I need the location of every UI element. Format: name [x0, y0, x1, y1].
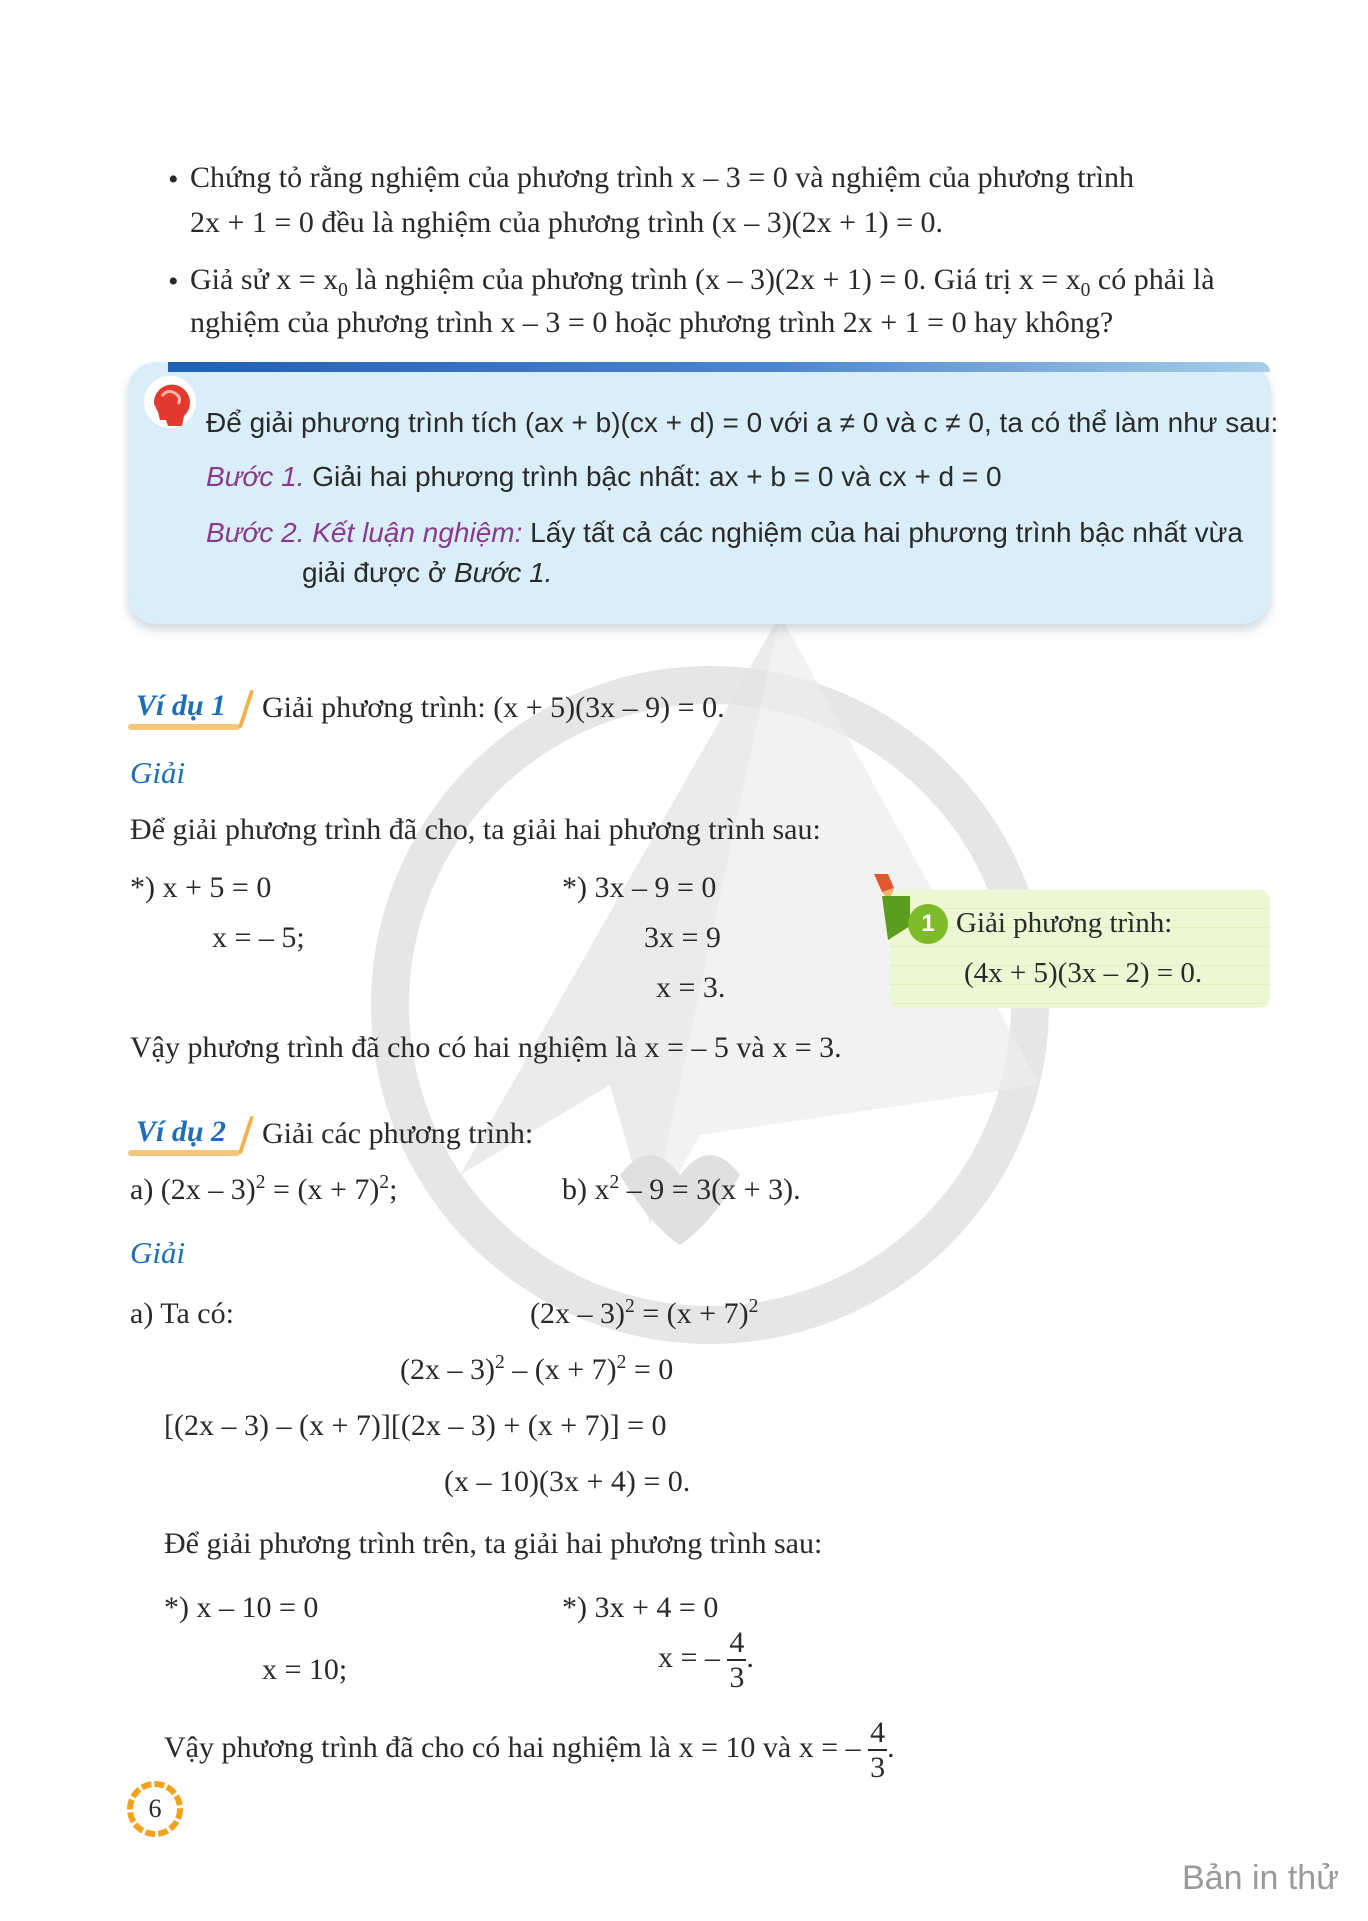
- example-2-part-a: a) $(2x - 3)^2 = (x + 7)^2$;: [130, 1172, 398, 1206]
- example-2-intro: Để giải phương trình trên, ta giải hai phương trình sau:: [164, 1527, 823, 1560]
- example-2-conclusion: Vậy phương trình đã cho có hai nghiệm là x = 10 và x = – $\frac{4}{3}$ .: [164, 1716, 895, 1784]
- example-2-left-eq-1: *) x – 10 = 0: [164, 1591, 319, 1624]
- example-2-left-eq-2: x = 10;: [262, 1653, 348, 1686]
- practice-equation: (4x + 5)(3x – 2) = 0.: [964, 957, 1203, 989]
- bullet-marker: •: [168, 265, 179, 298]
- bullet-1-line-1: Chứng tỏ rằng nghiệm của phương trình x – 3 = 0 và nghiệm của phương trình: [190, 161, 1134, 194]
- example-1-intro: Để giải phương trình đã cho, ta giải hai phương trình sau:: [130, 813, 821, 846]
- example-2-step-4: (x – 10)(3x + 4) = 0.: [444, 1465, 691, 1498]
- example-2-tag: Ví dụ 2: [128, 1112, 250, 1158]
- example-2-step-2: $(2x - 3)^2 - (x + 7)^2 = 0$: [400, 1352, 674, 1386]
- info-intro: Để giải phương trình tích (ax + b)(cx + d) = 0 với a ≠ 0 và c ≠ 0, ta có thể làm như sau:: [206, 407, 1279, 438]
- info-step-1: Bước 1. Giải hai phương trình bậc nhất: ax + b = 0 và cx + d = 0: [206, 461, 1002, 492]
- info-step-2: Bước 2. Kết luận nghiệm: Lấy tất cả các nghiệm của hai phương trình bậc nhất vừa: [206, 517, 1243, 548]
- page-number: 6: [148, 1794, 162, 1823]
- idea-head-icon: [140, 370, 206, 436]
- bullet-marker: •: [168, 163, 179, 196]
- example-1-right-eq-3: x = 3.: [656, 971, 726, 1004]
- practice-box: [890, 890, 1270, 1008]
- method-info-box: [128, 362, 1279, 624]
- example-2-a-label: a) Ta có:: [130, 1297, 234, 1330]
- example-1-solution-label: Giải: [130, 755, 186, 790]
- info-step-2-line-2: giải được ở Bước 1.: [302, 557, 553, 588]
- example-2-right-eq-2: x = – $\frac{4}{3}$ .: [658, 1626, 754, 1694]
- fraction: $\frac{4}{3}$: [729, 1626, 745, 1694]
- info-box-top-bar: [168, 362, 1270, 372]
- example-1-right-eq-2: 3x = 9: [644, 921, 721, 954]
- example-2-step-3: [(2x – 3) – (x + 7)][(2x – 3) + (x + 7)] = 0: [164, 1409, 667, 1442]
- example-1-prompt: Giải phương trình: (x + 5)(3x – 9) = 0.: [262, 691, 725, 724]
- practice-number: 1: [908, 904, 948, 944]
- fraction: $\frac{4}{3}$: [870, 1716, 886, 1784]
- bullet-2-line-1: Giả sử $x = x_0$ là nghiệm của phương trình (x – 3)(2x + 1) = 0. Giá trị $x = x_0$ có phải là: [190, 263, 1215, 301]
- practice-title: Giải phương trình:: [956, 907, 1173, 939]
- draft-label: Bản in thử: [1182, 1859, 1339, 1897]
- bullet-2-line-2: nghiệm của phương trình x – 3 = 0 hoặc phương trình 2x + 1 = 0 hay không?: [190, 306, 1114, 339]
- example-2-solution-label: Giải: [130, 1235, 186, 1270]
- example-1-tag: Ví dụ 1: [128, 686, 250, 732]
- example-2-step-1: $(2x - 3)^2 = (x + 7)^2$: [530, 1296, 759, 1330]
- example-1-conclusion: Vậy phương trình đã cho có hai nghiệm là x = – 5 và x = 3.: [130, 1031, 842, 1064]
- bullet-1-line-2: 2x + 1 = 0 đều là nghiệm của phương trình (x – 3)(2x + 1) = 0.: [190, 206, 944, 239]
- example-1-left-eq-2: x = – 5;: [212, 921, 305, 954]
- example-1-right-eq-1: *) 3x – 9 = 0: [562, 871, 717, 904]
- example-2-part-b: b) $x^2 - 9 = 3(x + 3)$.: [562, 1172, 801, 1206]
- example-2-right-eq-1: *) 3x + 4 = 0: [562, 1591, 719, 1624]
- example-2-prompt: Giải các phương trình:: [262, 1117, 534, 1150]
- example-1-left-eq-1: *) x + 5 = 0: [130, 871, 272, 904]
